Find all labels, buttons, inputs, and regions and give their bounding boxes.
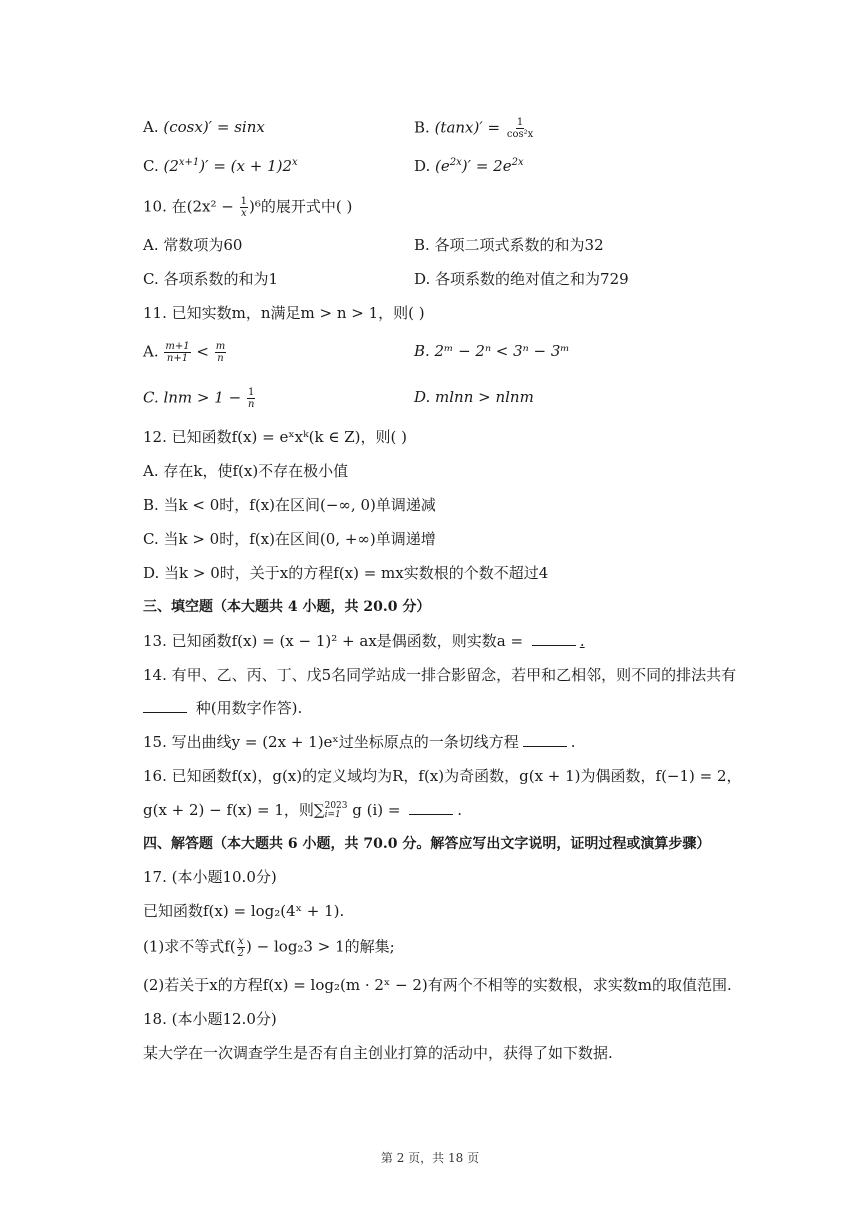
answer-blank: [409, 800, 453, 815]
q9-option-b: [414, 117, 535, 140]
q9-option-d: [414, 156, 524, 176]
q11-stem: 11. 已知实数m，n满足m > n > 1，则( ): [143, 304, 425, 322]
question-tail: .: [579, 632, 585, 650]
q11-option-c: [143, 387, 256, 410]
question-text: ) − log₂3 > 1的解集;: [246, 937, 395, 956]
fraction-numerator: 1: [247, 387, 255, 398]
q10-stem: [143, 196, 352, 219]
question-text: 13. 已知函数f(x) = (x − 1)² + ax是偶函数，则实数a =: [143, 632, 524, 650]
q17-part2: (2)若关于x的方程f(x) = log₂(m · 2ˣ − 2)有两个不相等的实数根，求实数m的取值范围.: [143, 976, 732, 994]
fraction: [247, 387, 255, 410]
q17-part1: [143, 936, 395, 959]
question-text: g(x + 2) − f(x) = 1，则∑: [143, 801, 325, 819]
q12-option-b: B. 当k < 0时，f(x)在区间(−∞, 0)单调递减: [143, 496, 436, 514]
q9-option-c: [143, 156, 298, 176]
q13: [143, 631, 585, 651]
option-text: (cosx)′ = sinx: [163, 118, 265, 136]
sum-lower: i=1: [324, 810, 341, 820]
option-text: )′ = (x + 1)2: [199, 157, 293, 175]
q12-option-a: A. 存在k，使f(x)不存在极小值: [143, 462, 349, 480]
option-label: A.: [143, 118, 159, 136]
q10-option-d: D. 各项系数的绝对值之和为729: [414, 270, 629, 288]
stem-text: 10. 在(2x² −: [143, 197, 234, 216]
option-text: )′ = 2e: [461, 157, 512, 175]
superscript: x+1: [178, 157, 200, 168]
q12-option-d: D. 当k > 0时，关于x的方程f(x) = mx实数根的个数不超过4: [143, 564, 549, 582]
stem-text: )⁶的展开式中( ): [248, 197, 353, 216]
fraction-numerator: 1: [516, 117, 524, 128]
q12-option-c: C. 当k > 0时，f(x)在区间(0, +∞)单调递增: [143, 530, 436, 548]
superscript: 2x: [511, 157, 524, 168]
q10-option-a: A. 常数项为60: [143, 236, 243, 254]
question-text: 15. 写出曲线y = (2x + 1)eˣ过坐标原点的一条切线方程: [143, 733, 519, 751]
sum-limits: [325, 802, 348, 820]
option-text: (2: [163, 157, 179, 175]
fraction-denominator: n: [217, 353, 224, 364]
fraction-denominator: x: [240, 208, 247, 219]
q17-given: 已知函数f(x) = log₂(4ˣ + 1).: [143, 902, 345, 920]
superscript: x: [292, 157, 298, 168]
superscript: 2x: [449, 157, 462, 168]
fraction-denominator: 2: [237, 948, 245, 959]
question-tail: .: [570, 733, 576, 751]
q14-line2: [143, 698, 302, 718]
q10-option-b: B. 各项二项式系数的和为32: [414, 236, 604, 254]
option-label: B.: [414, 118, 430, 137]
q10-option-c: C. 各项系数的和为1: [143, 270, 279, 288]
option-text: (tanx)′ =: [434, 118, 501, 137]
question-text: g (i) =: [352, 801, 401, 819]
page-footer: 第 2 页，共 18 页: [380, 1151, 480, 1165]
fraction-denominator: n: [247, 399, 255, 410]
answer-blank: [532, 631, 576, 646]
fraction-numerator: m+1: [165, 341, 190, 352]
section-heading-solutions: 四、解答题（本大题共 6 小题，共 70.0 分。解答应写出文字说明，证明过程或演算步骤）: [143, 836, 711, 852]
fraction: [506, 117, 534, 140]
q16-line1: 16. 已知函数f(x)，g(x)的定义域均为R，f(x)为奇函数，g(x + 1)为偶函数，f(−1) = 2，: [143, 767, 742, 785]
fraction: [240, 196, 248, 219]
fraction-numerator: 1: [240, 196, 247, 207]
option-label: C.: [143, 157, 159, 175]
option-label: A.: [143, 342, 159, 361]
section-heading-fill-in: 三、填空题（本大题共 4 小题，共 20.0 分）: [143, 599, 431, 615]
operator: <: [196, 342, 209, 361]
q12-stem: 12. 已知函数f(x) = eˣxᵏ(k ∈ Z)，则( ): [143, 428, 407, 446]
fraction-numerator: x: [238, 936, 244, 947]
option-label: D.: [414, 157, 431, 175]
option-text: C. lnm > 1 −: [143, 388, 242, 407]
q11-option-b: B. 2ᵐ − 2ⁿ < 3ⁿ − 3ᵐ: [414, 342, 570, 360]
answer-blank: [523, 732, 567, 747]
q14-line1: 14. 有甲、乙、丙、丁、戊5名同学站成一排合影留念，若甲和乙相邻，则不同的排法共有: [143, 666, 737, 684]
fraction: [215, 341, 226, 364]
q18-header: 18. (本小题12.0分): [143, 1010, 277, 1028]
sum-upper: 2023: [324, 801, 348, 811]
q16-line2: [143, 800, 462, 820]
option-text: (e: [435, 157, 450, 175]
fraction-denominator: cos²x: [506, 129, 534, 140]
question-tail: .: [457, 801, 463, 819]
q9-option-a: [143, 117, 265, 137]
question-text: (1)求不等式f(: [143, 937, 236, 956]
q15: [143, 732, 576, 752]
fraction: [237, 936, 245, 959]
answer-blank: [143, 698, 187, 713]
fraction: [164, 341, 190, 364]
q11-option-a: [143, 341, 227, 364]
q17-header: 17. (本小题10.0分): [143, 868, 277, 886]
q18-text: 某大学在一次调查学生是否有自主创业打算的活动中，获得了如下数据.: [143, 1044, 613, 1062]
fraction-denominator: n+1: [166, 353, 189, 364]
fraction-numerator: m: [215, 341, 226, 352]
question-text: 种(用数字作答).: [195, 699, 303, 717]
q11-option-d: D. mlnn > nlnm: [414, 388, 534, 406]
